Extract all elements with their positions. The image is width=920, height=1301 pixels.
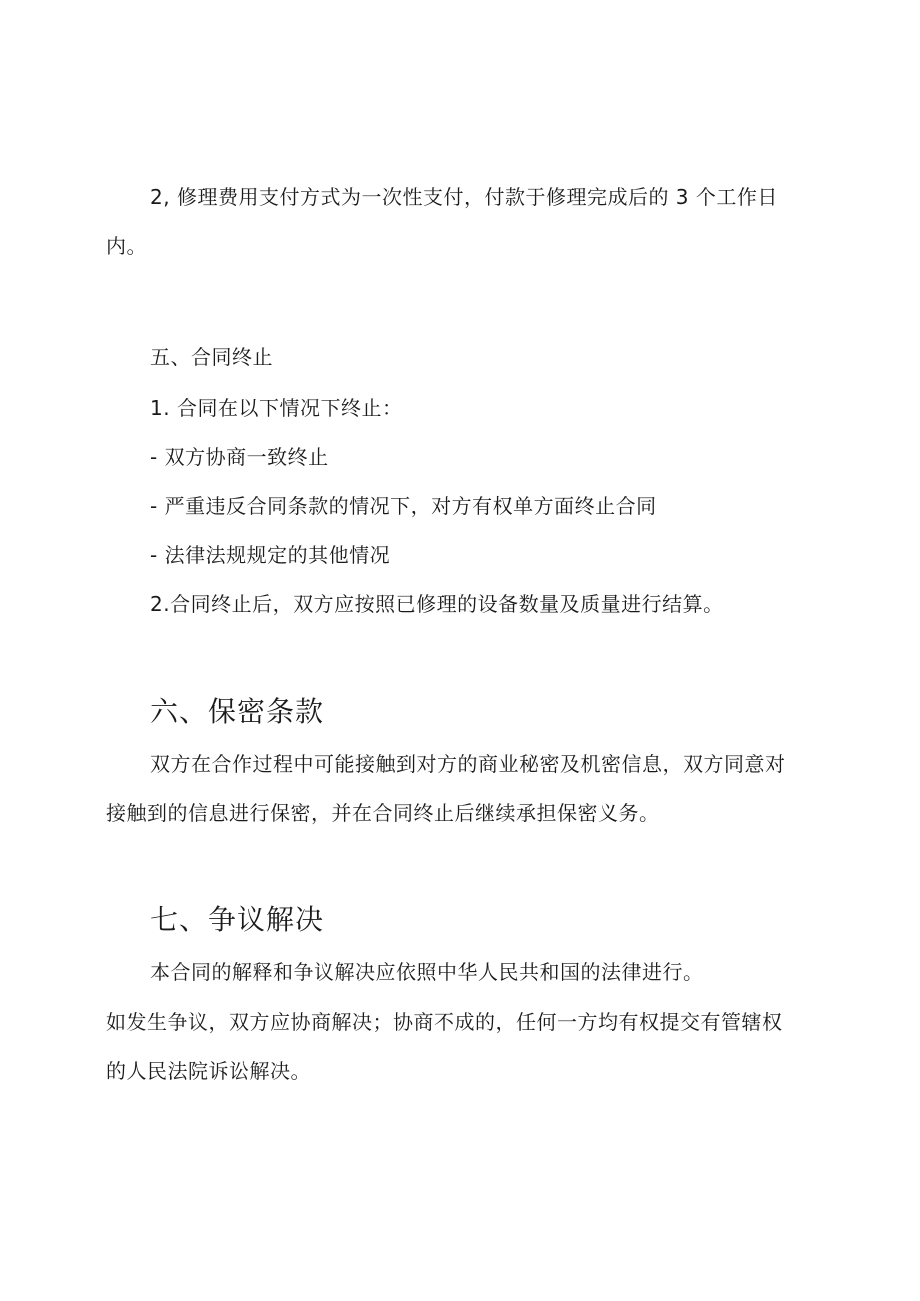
section-5-item-1: 1. 合同在以下情况下终止： (150, 396, 403, 420)
section-6-title: 六、保密条款 (150, 695, 325, 728)
section-5-bullet-1: - 双方协商一致终止 (150, 445, 329, 469)
section-5-item-2: 2.合同终止后，双方应按照已修理的设备数量及质量进行结算。 (150, 592, 724, 616)
section-7-line-1: 本合同的解释和争议解决应依照中华人民共和国的法律进行。 (150, 960, 704, 984)
section-5-title: 五、合同终止 (150, 345, 273, 369)
section-6-line-2: 接触到的信息进行保密，并在合同终止后继续承担保密义务。 (106, 801, 660, 825)
section-7-line-2: 如发生争议，双方应协商解决；协商不成的，任何一方均有权提交有管辖权 (106, 1010, 783, 1034)
section-6-line-1: 双方在合作过程中可能接触到对方的商业秘密及机密信息，双方同意对 (150, 752, 786, 776)
section-5-bullet-2: - 严重违反合同条款的情况下，对方有权单方面终止合同 (150, 494, 657, 518)
section-7-line-3: 的人民法院诉讼解决。 (106, 1059, 311, 1083)
section-7-title: 七、争议解决 (150, 903, 325, 936)
payment-item-2-line-2: 内。 (106, 234, 147, 258)
section-5-bullet-3: - 法律法规规定的其他情况 (150, 543, 391, 567)
payment-item-2-line-1: 2, 修理费用支付方式为一次性支付，付款于修理完成后的 3 个工作日 (150, 185, 778, 209)
